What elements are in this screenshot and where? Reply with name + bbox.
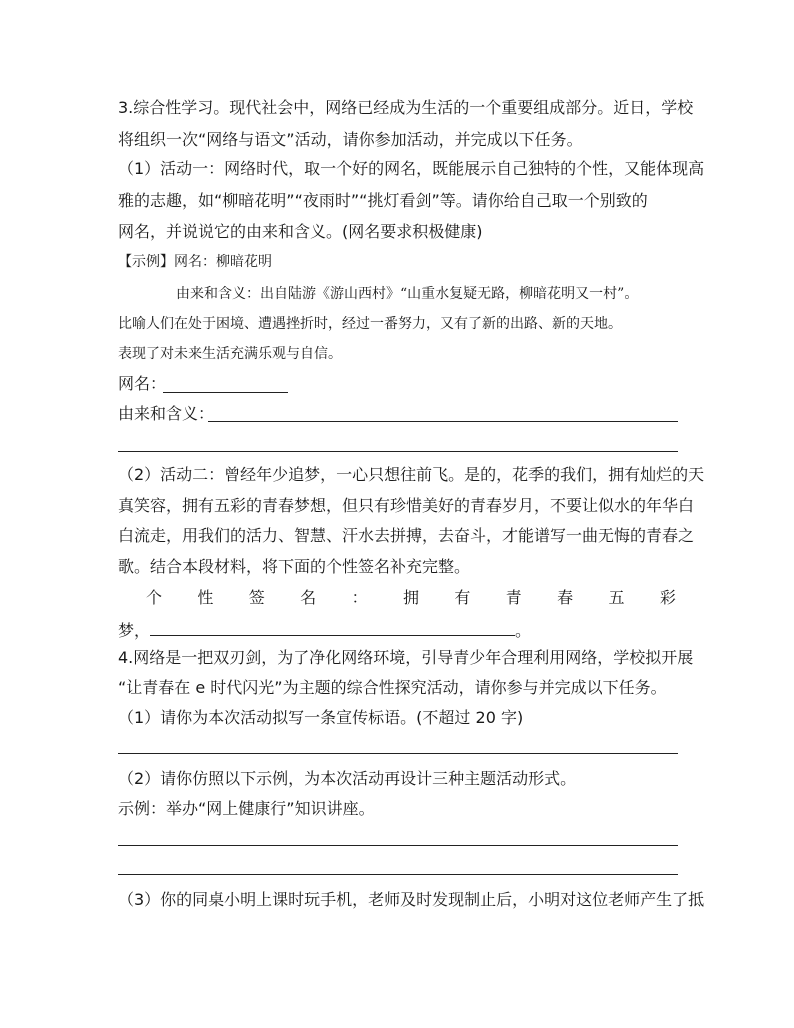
slogan-answer-line[interactable]	[118, 753, 678, 754]
sig-char: 青	[505, 588, 522, 607]
sig-char: 春	[557, 588, 574, 607]
activity-answer-line-1[interactable]	[118, 845, 678, 846]
activity-answer-line-2[interactable]	[118, 874, 678, 875]
meaning-answer-line-2[interactable]	[118, 451, 678, 452]
sig-char: ：	[351, 588, 368, 607]
q4-line-2: “让青春在 e 时代闪光”为主题的综合性探究活动，请你参与并完成以下任务。	[118, 678, 667, 697]
signature-prompt	[146, 588, 676, 608]
signature-completion	[118, 619, 678, 641]
example-tag: 【示例】	[118, 254, 174, 270]
example-heading	[118, 252, 678, 272]
activity2-line-3: 白流走，用我们的活力、智慧、汗水去拼搏，去奋斗，才能谱写一曲无悔的青春之	[118, 526, 695, 545]
activity2-line-1: （2）活动二：曾经年少追梦，一心只想往前飞。是的，花季的我们，拥有灿烂的天	[118, 465, 705, 484]
activity2-line-2: 真笑容，拥有五彩的青春梦想，但只有珍惜美好的青春岁月，不要让似水的年华白	[118, 496, 695, 515]
name-label: 网名：	[118, 374, 167, 393]
sig-char: 五	[608, 588, 625, 607]
signature-answer-line[interactable]	[150, 619, 515, 636]
sig-char: 拥	[402, 588, 419, 607]
q4-task-3: （3）你的同桌小明上课时玩手机，老师及时发现制止后，小明对这位老师产生了抵	[118, 890, 705, 909]
q4-task-1: （1）请你为本次活动拟写一条宣传标语。(不超过 20 字)	[118, 708, 524, 727]
q4-task-2: （2）请你仿照以下示例，为本次活动再设计三种主题活动形式。	[118, 769, 577, 788]
activity1-line-2: 雅的志趣，如“柳暗花明”“夜雨时”“挑灯看剑”等。请你给自己取一个别致的	[118, 191, 648, 210]
sig-char: 彩	[659, 588, 676, 607]
sig-char: 性	[197, 588, 214, 607]
activity1-line-3: 网名，并说说它的由来和含义。(网名要求积极健康)	[118, 222, 483, 241]
activity2-line-4: 歌。结合本段材料，将下面的个性签名补充完整。	[118, 557, 471, 576]
sig-end-start: 梦，	[118, 621, 151, 640]
example-name: 网名：柳暗花明	[174, 254, 272, 270]
sig-char: 个	[146, 588, 163, 607]
sig-char: 签	[248, 588, 265, 607]
sig-char: 名	[300, 588, 317, 607]
meaning-label: 由来和含义：	[118, 404, 215, 423]
sig-char: 有	[454, 588, 471, 607]
sig-end-tail: 。	[515, 621, 532, 640]
q4-line-1: 4.网络是一把双刃剑，为了净化网络环境，引导青少年合理利用网络，学校拟开展	[118, 648, 694, 667]
example-meaning-1: 由来和含义：出自陆游《游山西村》“山重水复疑无路，柳暗花明又一村”。	[176, 286, 639, 302]
example-meaning-2: 比喻人们在处于困境、遭遇挫折时，经过一番努力，又有了新的出路、新的天地。	[118, 316, 622, 332]
q4-task-2-example: 示例：举办“网上健康行”知识讲座。	[118, 799, 375, 818]
example-meaning-3: 表现了对未来生活充满乐观与自信。	[118, 346, 342, 362]
q3-line-2: 将组织一次“网络与语文”活动，请你参加活动，并完成以下任务。	[118, 130, 583, 149]
q3-line-1: 3.综合性学习。现代社会中，网络已经成为生活的一个重要组成部分。近日，学校	[118, 98, 694, 117]
meaning-answer-line-1[interactable]	[208, 421, 678, 422]
activity1-line-1: （1）活动一：网络时代，取一个好的网名，既能展示自己独特的个性，又能体现高	[118, 159, 705, 178]
name-answer-line[interactable]	[163, 392, 288, 393]
